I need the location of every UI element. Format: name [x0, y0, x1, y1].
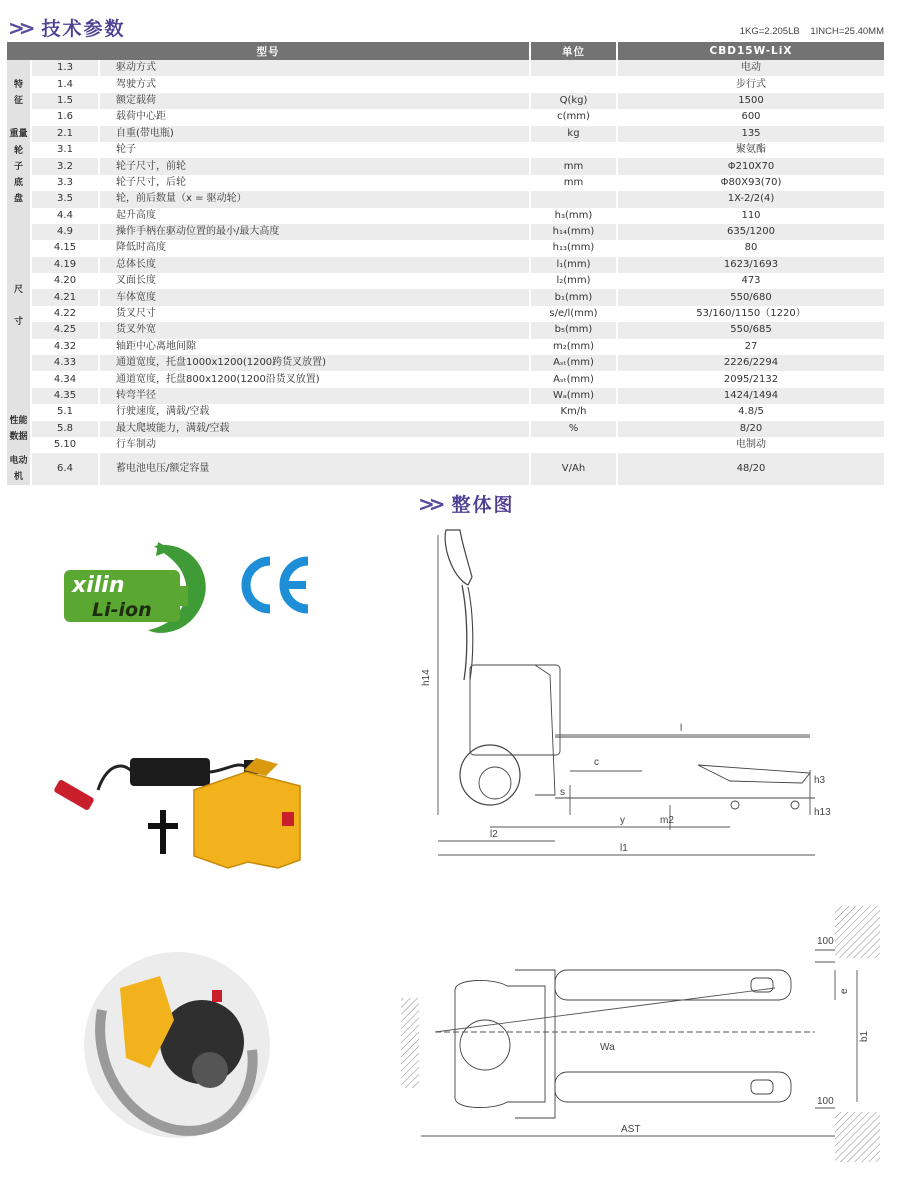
row-value: 1424/1494 — [618, 388, 884, 404]
row-name: 轴距中心离地间隙 — [100, 339, 531, 355]
row-value: 1500 — [618, 93, 884, 109]
ce-mark-icon — [238, 555, 314, 615]
table-row — [7, 306, 884, 322]
row-unit: h₁₄(mm) — [531, 224, 618, 240]
row-unit — [531, 60, 618, 76]
group-label: 特 征 — [7, 60, 32, 126]
row-name: 额定载荷 — [100, 93, 531, 109]
row-value: 2226/2294 — [618, 355, 884, 371]
row-name: 轮，前后数量（x = 驱动轮） — [100, 191, 531, 207]
row-value: Φ80X93(70) — [618, 175, 884, 191]
dim-ast: AST — [621, 1124, 641, 1135]
unit-conversion-note: 1KG=2.205LB 1INCH=25.40MM — [739, 26, 884, 37]
dim-l: l — [680, 723, 683, 734]
row-unit: Km/h — [531, 404, 618, 420]
row-unit: Aₛₜ(mm) — [531, 355, 618, 371]
table-header-row — [7, 42, 884, 60]
row-value: 1X-2/2(4) — [618, 191, 884, 207]
dim-100-top: 100 — [817, 936, 834, 947]
row-number: 1.6 — [32, 109, 100, 125]
row-number: 5.1 — [32, 404, 100, 420]
dim-b1: b1 — [859, 1030, 870, 1042]
row-number: 6.4 — [32, 453, 100, 485]
row-name: 行驶速度，满载/空载 — [100, 404, 531, 420]
row-unit: c(mm) — [531, 109, 618, 125]
dim-h13: h13 — [814, 807, 831, 818]
row-value: 635/1200 — [618, 224, 884, 240]
dim-h14: h14 — [421, 669, 432, 686]
row-unit — [531, 142, 618, 158]
table-row — [7, 224, 884, 240]
table-row — [7, 93, 884, 109]
row-value: 电动 — [618, 60, 884, 76]
row-number: 1.5 — [32, 93, 100, 109]
xilin-li-ion-logo — [62, 538, 212, 638]
row-number: 1.4 — [32, 76, 100, 92]
table-row — [7, 273, 884, 289]
table-row — [7, 191, 884, 207]
row-number: 5.10 — [32, 437, 100, 453]
row-number: 3.5 — [32, 191, 100, 207]
charger-box — [130, 758, 210, 786]
group-label: 轮 子 底 盘 — [7, 142, 32, 208]
row-value: 27 — [618, 339, 884, 355]
row-value: 2095/2132 — [618, 371, 884, 387]
row-unit — [531, 437, 618, 453]
table-row — [7, 437, 884, 453]
logo-sub-text: Li-ion — [92, 599, 152, 621]
row-value: 473 — [618, 273, 884, 289]
top-view-drawing — [395, 900, 890, 1165]
row-unit: kg — [531, 126, 618, 142]
row-value: 550/680 — [618, 289, 884, 305]
spec-header — [8, 14, 126, 41]
spec-table — [7, 42, 884, 485]
row-number: 1.3 — [32, 60, 100, 76]
spec-table-body — [7, 60, 884, 485]
table-row — [7, 109, 884, 125]
row-name: 起升高度 — [100, 208, 531, 224]
row-number: 4.33 — [32, 355, 100, 371]
row-name: 轮子 — [100, 142, 531, 158]
row-unit: mm — [531, 175, 618, 191]
table-row — [7, 126, 884, 142]
row-number: 4.20 — [32, 273, 100, 289]
table-row — [7, 240, 884, 256]
dim-c: c — [594, 757, 599, 768]
row-value: 聚氨酯 — [618, 142, 884, 158]
row-unit — [531, 191, 618, 207]
row-number: 4.35 — [32, 388, 100, 404]
row-name: 自重(带电瓶) — [100, 126, 531, 142]
group-label: 性能 数据 — [7, 404, 32, 453]
row-name: 通道宽度，托盘800x1200(1200沿货叉放置) — [100, 371, 531, 387]
row-value: 4.8/5 — [618, 404, 884, 420]
dim-e: e — [839, 988, 850, 994]
row-unit: Aₛₜ(mm) — [531, 371, 618, 387]
row-value: 600 — [618, 109, 884, 125]
drive-motor-photo — [82, 950, 272, 1140]
row-value: 电制动 — [618, 437, 884, 453]
double-chevron-icon: >> — [418, 491, 440, 516]
col-model-value: CBD15W-LiX — [618, 42, 884, 60]
table-row — [7, 339, 884, 355]
row-number: 4.25 — [32, 322, 100, 338]
table-row — [7, 142, 884, 158]
dim-h3: h3 — [814, 775, 826, 786]
dim-m2: m2 — [660, 815, 674, 826]
dim-l1: l1 — [620, 843, 628, 854]
dim-s: s — [560, 787, 565, 798]
row-name: 操作手柄在驱动位置的最小/最大高度 — [100, 224, 531, 240]
row-name: 载荷中心距 — [100, 109, 531, 125]
dim-wa: Wa — [600, 1042, 615, 1053]
row-value: 53/160/1150（1220） — [618, 306, 884, 322]
row-number: 3.2 — [32, 158, 100, 174]
row-number: 4.15 — [32, 240, 100, 256]
row-value: 135 — [618, 126, 884, 142]
row-name: 轮子尺寸，前轮 — [100, 158, 531, 174]
table-row — [7, 388, 884, 404]
row-unit: h₁₃(mm) — [531, 240, 618, 256]
overall-drawing-title: 整体图 — [451, 494, 515, 516]
table-row — [7, 208, 884, 224]
row-name: 转弯半径 — [100, 388, 531, 404]
double-chevron-icon: >> — [8, 15, 30, 40]
charger-plug-red — [53, 779, 95, 811]
col-unit: 单位 — [531, 42, 618, 60]
table-row — [7, 355, 884, 371]
row-number: 3.3 — [32, 175, 100, 191]
table-row — [7, 158, 884, 174]
row-name: 叉面长度 — [100, 273, 531, 289]
row-number: 4.32 — [32, 339, 100, 355]
row-number: 5.8 — [32, 421, 100, 437]
spec-title: 技术参数 — [41, 18, 126, 40]
row-number: 4.34 — [32, 371, 100, 387]
table-row — [7, 453, 884, 485]
row-name: 货叉外宽 — [100, 322, 531, 338]
table-row — [7, 404, 884, 420]
table-row — [7, 421, 884, 437]
row-unit: Q(kg) — [531, 93, 618, 109]
group-label: 电动机 — [7, 453, 32, 485]
row-name: 蓄电池电压/额定容量 — [100, 453, 531, 485]
table-row — [7, 175, 884, 191]
row-number: 3.1 — [32, 142, 100, 158]
row-name: 车体宽度 — [100, 289, 531, 305]
row-unit: mm — [531, 158, 618, 174]
row-unit: h₃(mm) — [531, 208, 618, 224]
row-value: 1623/1693 — [618, 257, 884, 273]
row-value: 80 — [618, 240, 884, 256]
row-value: 550/685 — [618, 322, 884, 338]
row-number: 4.21 — [32, 289, 100, 305]
row-unit: b₅(mm) — [531, 322, 618, 338]
group-label: 尺 寸 — [7, 208, 32, 405]
row-unit: l₁(mm) — [531, 257, 618, 273]
row-name: 行车制动 — [100, 437, 531, 453]
row-unit: V/Ah — [531, 453, 618, 485]
row-unit: b₁(mm) — [531, 289, 618, 305]
side-view-drawing — [410, 515, 895, 870]
charger-battery-image — [38, 720, 338, 880]
row-name: 降低时高度 — [100, 240, 531, 256]
row-unit — [531, 76, 618, 92]
row-name: 货叉尺寸 — [100, 306, 531, 322]
row-value: 步行式 — [618, 76, 884, 92]
row-name: 驱动方式 — [100, 60, 531, 76]
dim-100-bottom: 100 — [817, 1096, 834, 1107]
row-name: 驾驶方式 — [100, 76, 531, 92]
row-number: 2.1 — [32, 126, 100, 142]
row-number: 4.4 — [32, 208, 100, 224]
row-number: 4.9 — [32, 224, 100, 240]
row-unit: % — [531, 421, 618, 437]
row-number: 4.19 — [32, 257, 100, 273]
row-value: 8/20 — [618, 421, 884, 437]
row-value: 110 — [618, 208, 884, 224]
row-value: 48/20 — [618, 453, 884, 485]
dim-l2: l2 — [490, 829, 498, 840]
row-unit: Wₐ(mm) — [531, 388, 618, 404]
table-row — [7, 76, 884, 92]
logo-brand-text: xilin — [72, 573, 125, 598]
row-unit: l₂(mm) — [531, 273, 618, 289]
overall-drawing-header — [418, 490, 515, 517]
table-row — [7, 322, 884, 338]
row-name: 通道宽度，托盘1000x1200(1200跨货叉放置) — [100, 355, 531, 371]
row-name: 总体长度 — [100, 257, 531, 273]
row-number: 4.22 — [32, 306, 100, 322]
col-model: 型号 — [7, 42, 531, 60]
table-row — [7, 371, 884, 387]
row-value: Φ210X70 — [618, 158, 884, 174]
row-unit: m₂(mm) — [531, 339, 618, 355]
table-row — [7, 60, 884, 76]
group-label: 重量 — [7, 126, 32, 142]
row-unit: s/e/l(mm) — [531, 306, 618, 322]
table-row — [7, 289, 884, 305]
row-name: 轮子尺寸，后轮 — [100, 175, 531, 191]
table-row — [7, 257, 884, 273]
row-name: 最大爬坡能力，满载/空载 — [100, 421, 531, 437]
dim-y: y — [620, 815, 625, 826]
